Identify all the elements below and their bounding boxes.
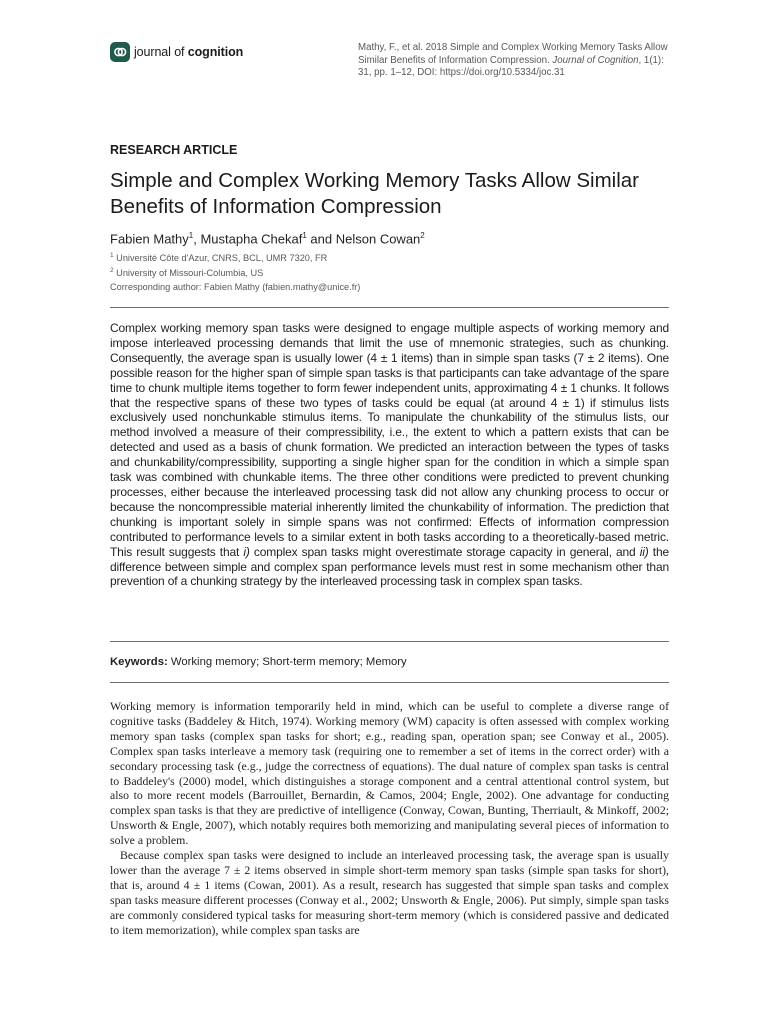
article-title: Simple and Complex Working Memory Tasks Allow Similar Benefits of Information Compression bbox=[110, 169, 639, 218]
body-paragraph: Working memory is information temporarily held in mind, which can be useful to complete a diverse range of cognitive tasks (Baddeley & Hitch, 1974). Working memory (WM) capacity is often assessed with complex working memory span tasks (complex span tasks for short; e.g., reading span, operation span; see Conway et al., 2005). Complex span tasks interleave a memory task (requiring one to remember a set of items in the correct order) with a secondary processing task (e.g., judge the correctness of equations). The dual nature of complex span tasks is central to Baddeley's (2000) model, which distinguishes a storage component and a central attentional control system, but also to more recent models (Barrouillet, Bernardin, & Camos, 2004; Engle, 2002). One advantage for conducting complex span tasks is that they are predictive of intelligence (Conway, Cowan, Bunting, Therriault, & Minkoff, 2002; Unsworth & Engle, 2007), which notably requires both memorizing and manipulating several pieces of information to solve a problem. bbox=[110, 699, 669, 848]
body-paragraph: Because complex span tasks were designed to include an interleaved processing task, the average span is usually lower than the average 7 ± 2 items observed in simple short-term memory span tasks (simple span tasks for short), that is, around 4 ± 1 items (Cowan, 2001). As a result, research has suggested that simple span tasks and complex span tasks measure different processes (Conway et al., 2002; Unsworth & Engle, 2006). Put simply, simple span tasks are commonly considered typical tasks for measuring short-term memory (which is considered passive and dedicated to item memorization), while complex span tasks are bbox=[110, 848, 669, 937]
keywords: Keywords: Working memory; Short-term memory; Memory bbox=[110, 656, 407, 668]
journal-logo bbox=[110, 42, 243, 62]
journal-name: journal of cognition bbox=[134, 45, 244, 59]
abstract: Complex working memory span tasks were designed to engage multiple aspects of working memory and impose interleaved processing demands that limit the use of mnemonic strategies, such as chunking. Consequently, the average span is usually lower (4 ± 1 items) than in simple span tasks (7 ± 2 items). One possible reason for the higher span of simple span tasks is that participants can take advantage of the spare time to chunk multiple items together to form fewer independent units, approximating 4 ± 1 chunks. It follows that the respective spans of these two types of tasks could be equal (at around 4 ± 1) if stimulus lists exclusively used nonchunkable stimulus items. To manipulate the chunkability of the stimulus lists, our method involved a measure of their compressibility, i.e., the extent to which a pattern exists that can be detected and used as a basis of chunk formation. We predicted an interaction between the types of tasks and chunkability/compressibility, supporting a single higher span for the condition in which a simple span task was combined with chunkable items. The three other conditions were predicted to prevent chunking processes, either because the interleaved processing task did not allow any chunking process to occur or because the noncompressible material inherently limited the chunkability of information. The prediction that chunking is important solely in simple spans was not confirmed: Effects of information compression contributed to performance levels to a similar extent in both tasks according to a theoretically-based metric. This result suggests that i) complex span tasks might overestimate storage capacity in general, and ii) the difference between simple and complex span performance levels must rest in some mechanism other than prevention of a chunking strategy by the interleaved processing task in complex span tasks. bbox=[110, 321, 670, 589]
affiliation-2: $^2$ University of Missouri-Columbia, US bbox=[110, 267, 264, 279]
author-name: Fabien Mathy bbox=[110, 231, 189, 247]
author-name: Mustapha Chekaf bbox=[200, 231, 303, 247]
article-type-label: RESEARCH ARTICLE bbox=[110, 143, 238, 157]
citation-block: Mathy, F., et al. 2018 Simple and Complex Working Memory Tasks Allow Similar Benefits of Information Compression. Journal of Cognition, 1(1): 31, pp. 1–12, DOI: https://doi.org/10.5334/joc.31 bbox=[358, 42, 668, 79]
corresponding-author: Corresponding author: Fabien Mathy (fabien.mathy@unice.fr) bbox=[110, 282, 361, 292]
divider bbox=[110, 682, 669, 683]
divider bbox=[110, 307, 669, 308]
body-text bbox=[110, 699, 669, 938]
author-name: Nelson Cowan bbox=[335, 231, 421, 247]
journal-logo-icon bbox=[110, 42, 130, 62]
affiliation-1: $^1$ Université Côte d'Azur, CNRS, BCL, UMR 7320, FR bbox=[110, 252, 328, 264]
divider bbox=[110, 641, 669, 642]
author-list: Fabien Mathy$^1$, Mustapha Chekaf$^1$ and Nelson Cowan$^2$ bbox=[110, 231, 425, 247]
